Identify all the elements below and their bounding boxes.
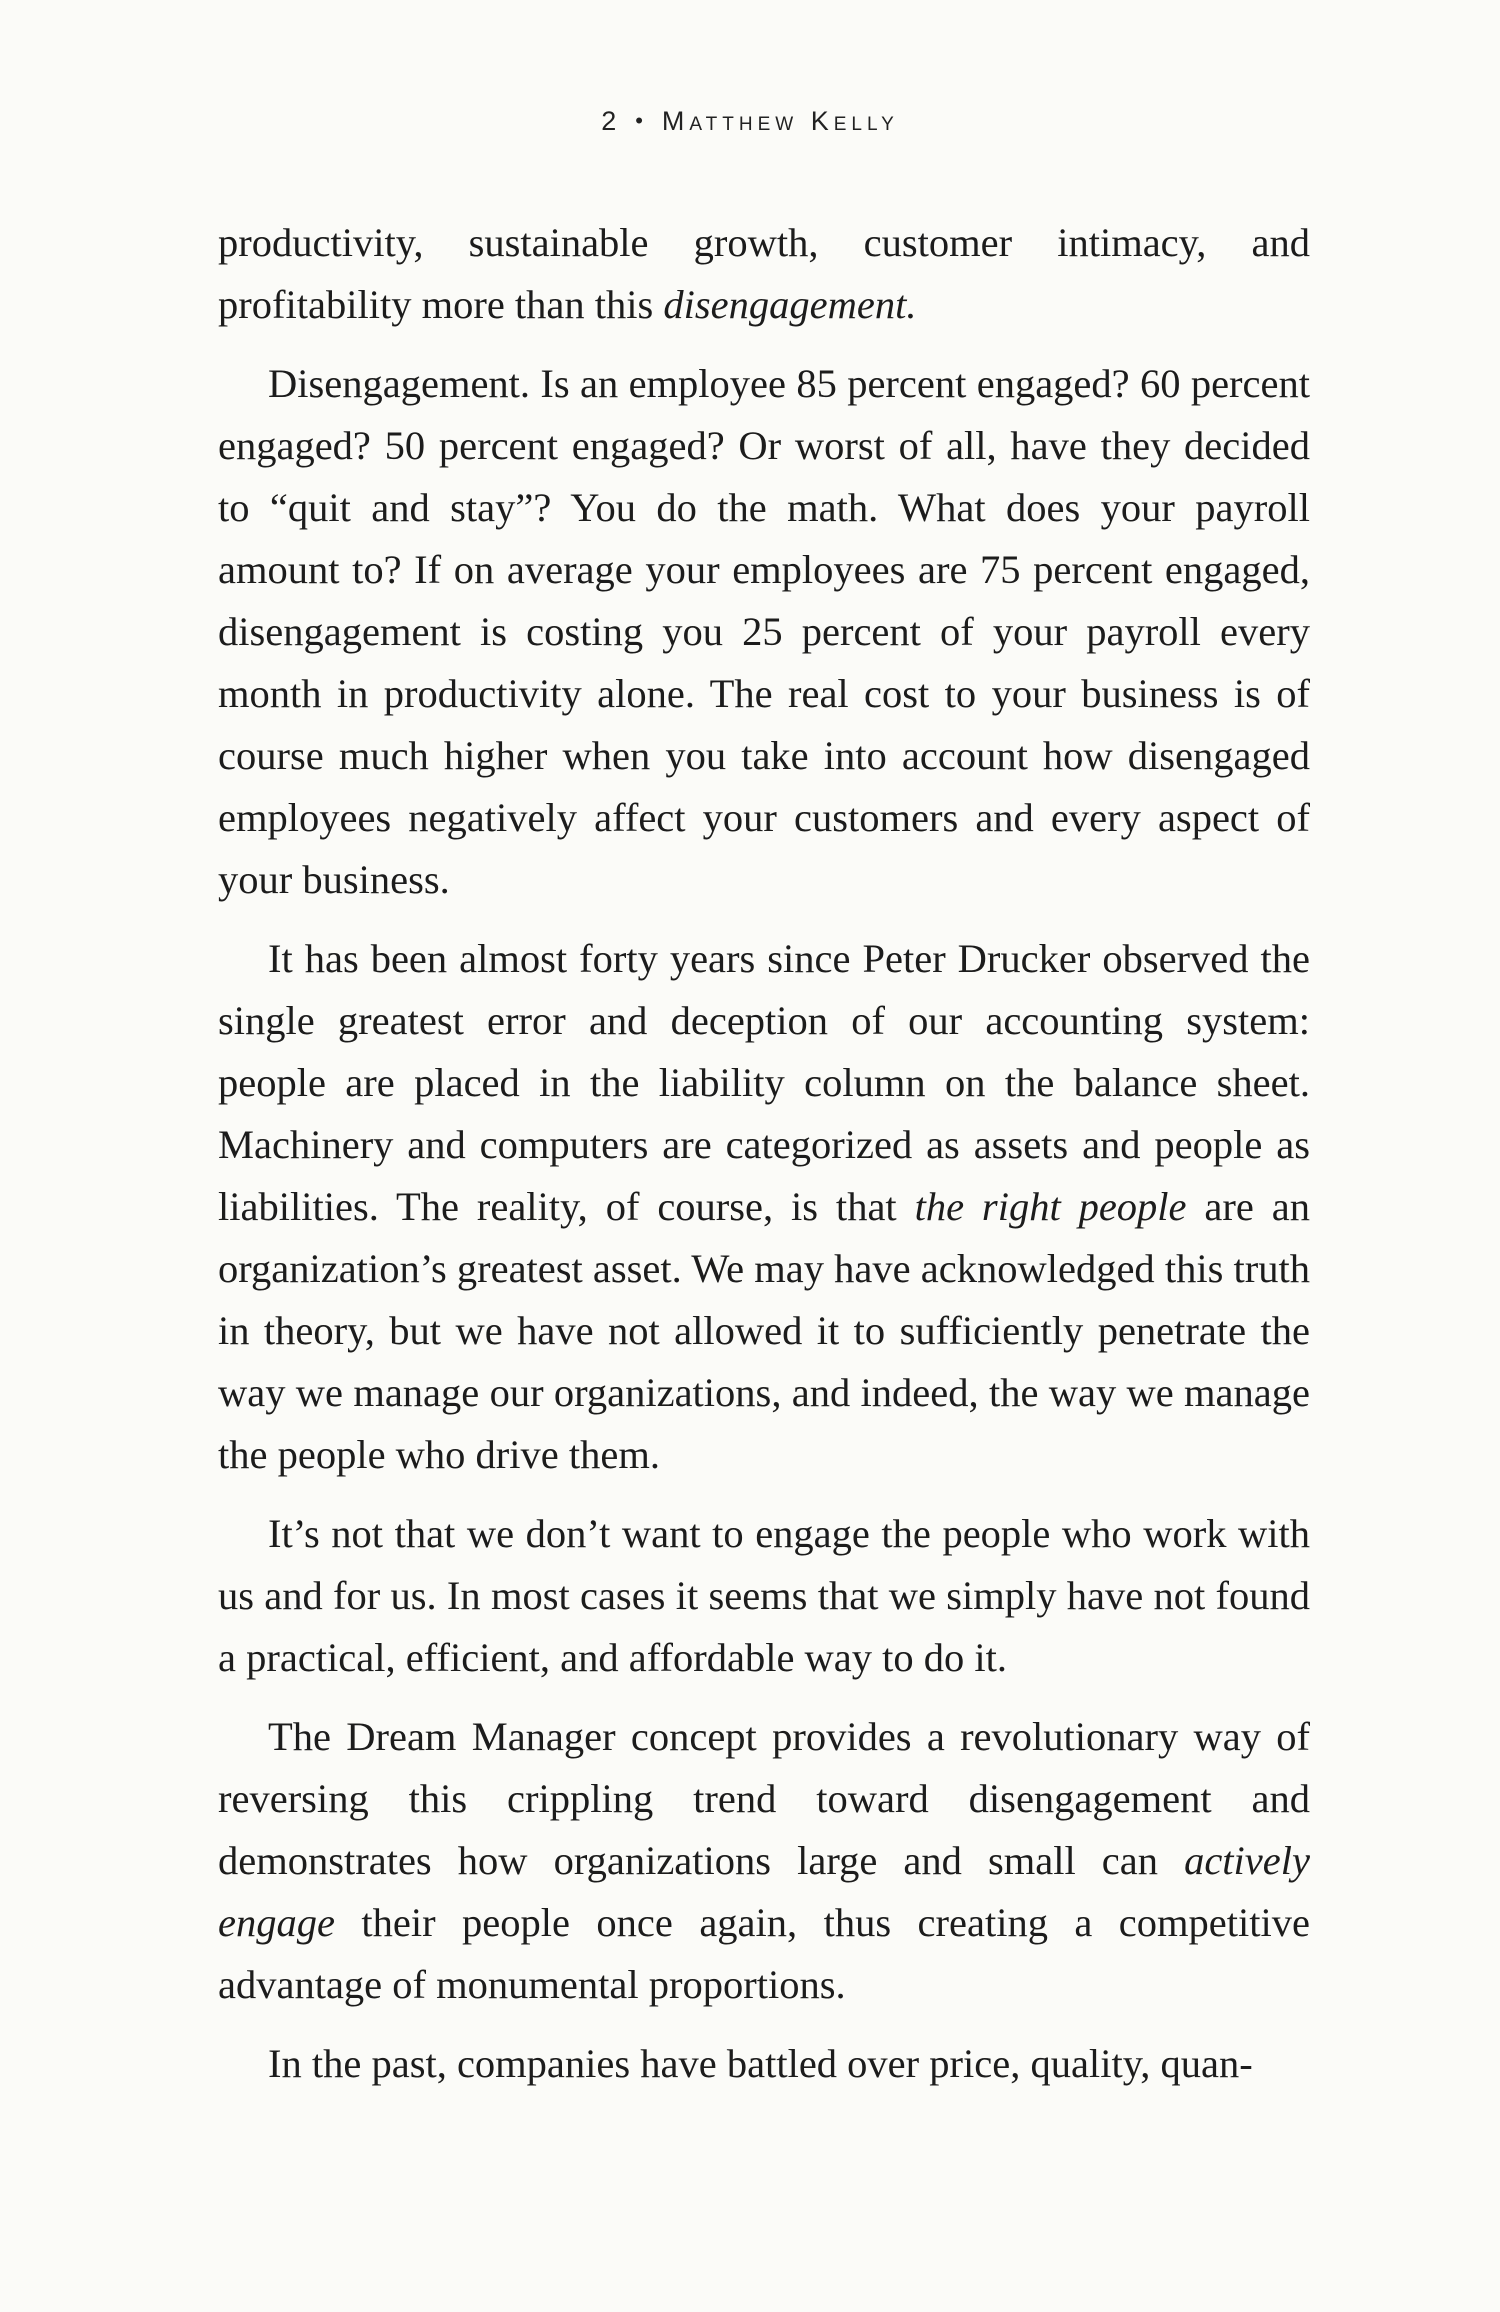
body-text [218,212,1310,2112]
paragraph [218,1706,1310,2016]
paragraph [218,212,1310,336]
text-run: Disengagement. Is an employee 85 percent engaged? 60 percent engaged? 50 percent engaged? Or worst of all, have they decided to “quit and stay”? You do the math. What does your payroll amount to? If on average your employees are 75 percent engaged, disengagement is costing you 25 percent of your payroll every month in productivity alone. The real cost to your business is of course much higher when you take into account how disengaged employees negatively affect your customers and every aspect of your business. [218,361,1310,902]
running-head [0,106,1500,137]
paragraph [218,2033,1310,2095]
page-number: 2 [601,106,622,136]
italic-run: actively engage [218,1838,1310,1945]
text-run: are an organization’s greatest asset. We may have acknowledged this truth in theory, but we have not allowed it to sufficiently penetrate the way we manage our organizations, and indeed, the way we manage the people who drive them. [218,1184,1310,1477]
text-run: It’s not that we don’t want to engage the people who work with us and for us. In most cases it seems that we simply have not found a practical, efficient, and affordable way to do it. [218,1511,1310,1680]
text-run: It has been almost forty years since Peter Drucker observed the single greatest error and deception of our accounting system: people are placed in the liability column on the balance sheet. Machinery and computers are categorized as assets and people as liabilities. The reality, of course, is that [218,936,1310,1229]
text-run: The Dream Manager concept provides a revolutionary way of reversing this crippling trend toward disengagement and demonstrates how organizations large and small can [218,1714,1310,1883]
text-run: productivity, sustainable growth, customer intimacy, and profitability more than this [218,220,1310,327]
italic-run: disengagement. [663,282,917,327]
text-run: their people once again, thus creating a competitive advantage of monumental proportions. [218,1900,1310,2007]
paragraph [218,1503,1310,1689]
italic-run: the right people [914,1184,1187,1229]
paragraph [218,928,1310,1486]
author-name: Matthew Kelly [661,106,899,136]
text-run: In the past, companies have battled over price, quality, quan- [268,2041,1253,2086]
separator-bullet: • [635,108,648,133]
paragraph [218,353,1310,911]
